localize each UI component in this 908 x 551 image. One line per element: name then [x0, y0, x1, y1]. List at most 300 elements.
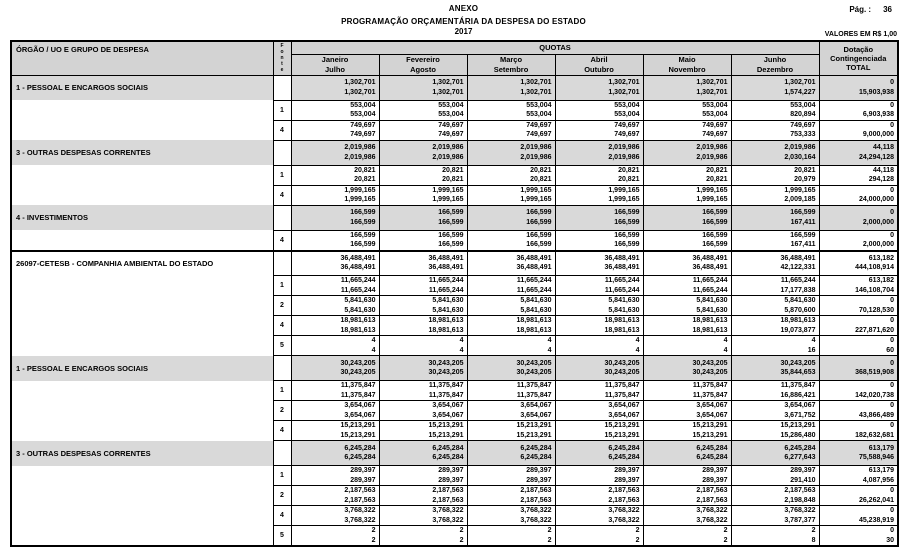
value-line: 5,841,630: [344, 297, 376, 304]
value-line: 17,177,838: [780, 286, 816, 294]
quota-cell: [643, 421, 731, 441]
fonte-cell: 1: [273, 165, 291, 185]
value-line: 5,841,630: [784, 297, 816, 304]
value-line: 30,243,205: [692, 359, 728, 367]
value-line: 2: [371, 536, 376, 544]
quota-cell: [379, 140, 467, 165]
quota-cell: [643, 296, 731, 316]
value-line: 18,981,613: [340, 317, 376, 324]
value-line: 553,004: [438, 111, 464, 118]
quota-cell: [731, 100, 819, 120]
fonte-cell: 5: [273, 336, 291, 356]
value-line: 166,599: [614, 241, 640, 248]
value-line: 749,697: [526, 131, 552, 138]
value-line: 2: [723, 536, 728, 544]
value-line: 16,886,421: [780, 391, 816, 399]
value-line: 166,599: [526, 218, 552, 226]
value-line: 0: [890, 186, 894, 194]
quota-cell: [643, 185, 731, 205]
value-line: 553,004: [614, 111, 640, 118]
month-header-line: Maio: [678, 54, 696, 64]
value-line: 368,519,908: [855, 369, 894, 376]
value-line: 4: [811, 337, 816, 344]
fonte-cell: 4: [273, 506, 291, 526]
month-header-line: Agosto: [410, 64, 436, 74]
value-line: 182,632,681: [855, 431, 894, 439]
value-line: 6,245,284: [696, 444, 728, 452]
fonte-cell: 4: [273, 230, 291, 251]
value-line: 0: [890, 317, 894, 324]
value-line: 1,999,165: [696, 196, 728, 203]
value-line: 11,375,847: [780, 382, 816, 389]
value-line: 3,654,067: [696, 411, 728, 419]
value-line: 11,665,244: [516, 286, 552, 294]
quota-cell: [379, 230, 467, 251]
quota-cell: [467, 486, 555, 506]
quota-cell: [731, 251, 819, 276]
value-line: 553,004: [526, 111, 552, 118]
value-line: 613,179: [868, 444, 894, 452]
value-line: 167,411: [790, 218, 816, 226]
value-line: 36,488,491: [604, 254, 640, 262]
dotacao-total-header: [819, 41, 898, 75]
value-line: 749,697: [702, 131, 728, 138]
fonte-cell: 2: [273, 486, 291, 506]
value-line: 2: [459, 536, 464, 544]
value-line: 6,245,284: [608, 454, 640, 461]
value-line: 2,187,563: [432, 496, 464, 504]
entity-row: [11, 251, 898, 276]
value-line: 2,009,185: [784, 196, 816, 203]
value-line: 11,375,847: [692, 391, 728, 399]
value-line: 3,768,322: [784, 507, 816, 514]
quota-cell: [379, 356, 467, 381]
value-line: 5,841,630: [608, 306, 640, 314]
value-line: 20,821: [794, 166, 816, 174]
value-line: 2,000,000: [862, 241, 894, 248]
value-line: 0: [890, 422, 894, 429]
value-line: 0: [890, 527, 894, 534]
value-line: 20,821: [354, 166, 376, 174]
value-line: 15,903,938: [858, 88, 894, 96]
value-line: 553,004: [350, 101, 376, 109]
value-line: 3,654,067: [520, 411, 552, 419]
month-header-line: Outubro: [584, 64, 614, 74]
value-line: 9,000,000: [862, 131, 894, 138]
total-cell: [819, 165, 898, 185]
value-line: 0: [890, 297, 894, 304]
month-header-line: Julho: [325, 64, 345, 74]
value-line: 2,019,986: [520, 153, 552, 161]
value-line: 1,999,165: [432, 186, 464, 194]
value-line: 5,870,600: [784, 306, 816, 314]
value-line: 1,302,701: [432, 79, 464, 86]
quota-cell: [467, 140, 555, 165]
value-line: 166,599: [526, 231, 552, 239]
value-line: 1,302,701: [608, 88, 640, 96]
quota-cell: [291, 140, 379, 165]
value-line: 2: [547, 536, 552, 544]
value-line: 1,999,165: [344, 196, 376, 203]
value-line: 2,019,986: [432, 153, 464, 161]
value-line: 11,375,847: [604, 382, 640, 389]
row-label: 26097-CETESB - COMPANHIA AMBIENTAL DO ESTADO: [11, 251, 273, 276]
value-line: 15,213,291: [516, 431, 552, 439]
quota-cell: [291, 401, 379, 421]
quota-cell: [731, 205, 819, 230]
quota-cell: [379, 401, 467, 421]
page-number-value: 36: [883, 5, 892, 14]
quota-cell: [731, 75, 819, 100]
quota-cell: [291, 336, 379, 356]
total-cell: [819, 251, 898, 276]
value-line: 2,030,164: [784, 153, 816, 161]
value-line: 1,999,165: [344, 186, 376, 194]
value-line: 36,488,491: [340, 264, 376, 272]
row-label: [11, 506, 273, 526]
value-line: 2,187,563: [696, 487, 728, 494]
value-line: 3,768,322: [520, 516, 552, 524]
fonte-cell: 4: [273, 120, 291, 140]
value-line: 2,187,563: [520, 496, 552, 504]
section-row: [11, 75, 898, 100]
value-line: 11,375,847: [428, 382, 464, 389]
value-line: 289,397: [614, 476, 640, 484]
value-line: 36,488,491: [428, 254, 464, 262]
value-line: 36,488,491: [428, 264, 464, 272]
quota-cell: [379, 421, 467, 441]
fonte-row: [11, 401, 898, 421]
month-header: [379, 54, 467, 75]
value-line: 15,213,291: [428, 422, 464, 429]
value-line: 18,981,613: [780, 317, 816, 324]
value-line: 3,768,322: [344, 516, 376, 524]
value-line: 2,019,986: [608, 144, 640, 151]
quota-cell: [731, 441, 819, 466]
value-line: 166,599: [438, 209, 464, 216]
value-line: 3,654,067: [520, 402, 552, 409]
fonte-row: [11, 185, 898, 205]
value-line: 3,768,322: [432, 507, 464, 514]
row-label: [11, 276, 273, 296]
value-line: 1,302,701: [432, 88, 464, 96]
quota-cell: [379, 165, 467, 185]
value-line: 749,697: [438, 131, 464, 138]
value-line: 20,821: [442, 166, 464, 174]
value-line: 1,999,165: [608, 196, 640, 203]
quota-cell: [643, 75, 731, 100]
value-line: 30,243,205: [604, 369, 640, 376]
quota-cell: [555, 276, 643, 296]
fonte-cell: 1: [273, 381, 291, 401]
quota-cell: [379, 100, 467, 120]
value-line: 1,302,701: [344, 88, 376, 96]
value-line: 20,821: [530, 176, 552, 183]
row-label: [11, 120, 273, 140]
fonte-cell: 4: [273, 185, 291, 205]
value-line: 18,981,613: [692, 317, 728, 324]
section-row: [11, 441, 898, 466]
value-line: 3,768,322: [696, 507, 728, 514]
value-line: 19,073,877: [780, 326, 816, 334]
value-line: 294,128: [868, 176, 894, 183]
value-line: 289,397: [350, 476, 376, 484]
quota-cell: [379, 276, 467, 296]
quota-cell: [291, 356, 379, 381]
quota-cell: [555, 75, 643, 100]
value-line: 166,599: [438, 218, 464, 226]
value-line: 36,488,491: [692, 254, 728, 262]
quota-cell: [467, 185, 555, 205]
value-line: 11,375,847: [516, 382, 552, 389]
total-cell: [819, 185, 898, 205]
quota-cell: [379, 251, 467, 276]
value-line: 60: [886, 346, 894, 354]
month-header: [291, 54, 379, 75]
value-line: 0: [890, 487, 894, 494]
value-line: 20,979: [794, 176, 816, 183]
value-line: 3,654,067: [784, 402, 816, 409]
value-line: 1,302,701: [344, 79, 376, 86]
quota-cell: [291, 421, 379, 441]
quota-cell: [379, 381, 467, 401]
quota-cell: [555, 316, 643, 336]
value-line: 0: [890, 337, 894, 344]
value-line: 289,397: [438, 467, 464, 474]
total-cell: [819, 486, 898, 506]
value-line: 30: [886, 536, 894, 544]
row-label: [11, 316, 273, 336]
value-line: 4: [459, 346, 464, 354]
quota-cell: [467, 230, 555, 251]
quota-cell: [291, 486, 379, 506]
value-line: 613,179: [868, 467, 894, 474]
value-line: 749,697: [702, 121, 728, 129]
value-line: 11,375,847: [340, 391, 376, 399]
quota-cell: [731, 316, 819, 336]
value-line: 2,187,563: [520, 487, 552, 494]
value-line: 4: [635, 346, 640, 354]
quota-cell: [555, 421, 643, 441]
value-line: 2: [811, 527, 816, 534]
value-line: 0: [890, 382, 894, 389]
value-line: 166,599: [790, 209, 816, 216]
value-line: 5,841,630: [520, 297, 552, 304]
value-line: 15,213,291: [516, 422, 552, 429]
value-line: 749,697: [614, 131, 640, 138]
fonte-row: [11, 100, 898, 120]
value-line: 11,375,847: [604, 391, 640, 399]
value-line: 166,599: [526, 241, 552, 248]
value-line: 4,087,956: [862, 476, 894, 484]
quota-cell: [291, 205, 379, 230]
value-line: 749,697: [614, 121, 640, 129]
value-line: 2,187,563: [608, 487, 640, 494]
value-line: 1,574,227: [784, 88, 816, 96]
value-line: 6,245,284: [608, 444, 640, 452]
value-line: 36,488,491: [604, 264, 640, 272]
value-line: 2,198,848: [784, 496, 816, 504]
value-line: 18,981,613: [604, 326, 640, 334]
total-cell: [819, 421, 898, 441]
value-line: 30,243,205: [428, 369, 464, 376]
quota-cell: [643, 526, 731, 547]
quota-cell: [643, 120, 731, 140]
value-line: 11,665,244: [516, 277, 552, 284]
quota-cell: [555, 140, 643, 165]
month-header-line: Fevereiro: [406, 54, 440, 64]
fonte-row: [11, 526, 898, 547]
quota-cell: [555, 401, 643, 421]
value-line: 166,599: [702, 231, 728, 239]
value-line: 2: [547, 527, 552, 534]
quota-cell: [467, 526, 555, 547]
value-line: 0: [890, 79, 894, 86]
quota-cell: [643, 316, 731, 336]
quota-cell: [379, 316, 467, 336]
quotas-header: QUOTAS: [291, 41, 819, 54]
value-line: 289,397: [438, 476, 464, 484]
fonte-row: [11, 506, 898, 526]
value-line: 289,397: [526, 467, 552, 474]
value-line: 11,665,244: [780, 277, 816, 284]
value-line: 6,277,643: [784, 454, 816, 461]
row-label: [11, 165, 273, 185]
fonte-row: [11, 230, 898, 251]
dotacao-header-line: Dotação: [843, 44, 874, 54]
value-line: 6,245,284: [432, 454, 464, 461]
quota-cell: [467, 401, 555, 421]
total-cell: [819, 205, 898, 230]
value-line: 2,019,986: [784, 144, 816, 151]
row-label: [11, 421, 273, 441]
value-line: 749,697: [526, 121, 552, 129]
value-line: 1,999,165: [608, 186, 640, 194]
row-label: 3 - OUTRAS DESPESAS CORRENTES: [11, 140, 273, 165]
total-cell: [819, 140, 898, 165]
value-line: 166,599: [702, 209, 728, 216]
quota-cell: [555, 165, 643, 185]
value-line: 1,999,165: [520, 196, 552, 203]
value-line: 30,243,205: [340, 359, 376, 367]
value-line: 18,981,613: [428, 326, 464, 334]
row-label: [11, 381, 273, 401]
value-line: 3,654,067: [696, 402, 728, 409]
fonte-cell: [273, 140, 291, 165]
value-line: 11,665,244: [692, 277, 728, 284]
quota-cell: [555, 441, 643, 466]
quota-cell: [467, 75, 555, 100]
value-line: 553,004: [526, 101, 552, 109]
value-line: 30,243,205: [428, 359, 464, 367]
quota-cell: [731, 336, 819, 356]
quota-cell: [643, 401, 731, 421]
quota-cell: [731, 296, 819, 316]
quota-cell: [379, 506, 467, 526]
value-line: 2,187,563: [344, 496, 376, 504]
quota-cell: [731, 165, 819, 185]
value-line: 18,981,613: [516, 326, 552, 334]
total-cell: [819, 336, 898, 356]
quota-cell: [643, 165, 731, 185]
section-row: [11, 356, 898, 381]
value-line: 1,999,165: [520, 186, 552, 194]
quota-cell: [467, 421, 555, 441]
quota-cell: [291, 165, 379, 185]
section-row: [11, 205, 898, 230]
value-line: 5,841,630: [432, 297, 464, 304]
value-line: 289,397: [526, 476, 552, 484]
total-cell: [819, 230, 898, 251]
fonte-row: [11, 486, 898, 506]
total-cell: [819, 466, 898, 486]
month-header-line: Janeiro: [321, 54, 349, 64]
value-line: 2,019,986: [520, 144, 552, 151]
quota-cell: [467, 120, 555, 140]
quota-cell: [379, 296, 467, 316]
quota-cell: [643, 100, 731, 120]
page-number-label: Pág. :: [849, 5, 872, 14]
value-line: 30,243,205: [340, 369, 376, 376]
value-line: 3,787,377: [784, 516, 816, 524]
quota-cell: [379, 185, 467, 205]
value-line: 11,375,847: [692, 382, 728, 389]
quota-cell: [731, 506, 819, 526]
quota-cell: [555, 506, 643, 526]
value-line: 289,397: [614, 467, 640, 474]
quota-cell: [555, 296, 643, 316]
value-line: 553,004: [614, 101, 640, 109]
value-line: 6,245,284: [344, 454, 376, 461]
value-line: 3,768,322: [608, 516, 640, 524]
quota-cell: [467, 381, 555, 401]
quota-cell: [731, 140, 819, 165]
row-label: [11, 185, 273, 205]
value-line: 4: [547, 346, 552, 354]
value-line: 289,397: [350, 467, 376, 474]
month-header-line: Março: [499, 54, 523, 64]
value-line: 289,397: [790, 467, 816, 474]
value-line: 11,665,244: [428, 277, 464, 284]
value-line: 15,213,291: [604, 422, 640, 429]
value-line: 30,243,205: [604, 359, 640, 367]
value-line: 2: [635, 527, 640, 534]
value-line: 166,599: [350, 231, 376, 239]
value-line: 291,410: [790, 476, 816, 484]
quota-cell: [555, 526, 643, 547]
anexo-label: ANEXO: [448, 4, 479, 13]
fonte-cell: 1: [273, 276, 291, 296]
quota-cell: [555, 205, 643, 230]
value-line: 70,128,530: [858, 306, 894, 314]
quota-cell: [555, 100, 643, 120]
value-line: 749,697: [438, 121, 464, 129]
value-line: 3,654,067: [608, 402, 640, 409]
quota-cell: [643, 356, 731, 381]
value-line: 44,118: [872, 166, 894, 174]
value-line: 2,000,000: [862, 218, 894, 226]
row-label: 3 - OUTRAS DESPESAS CORRENTES: [11, 441, 273, 466]
report-year: 2017: [454, 27, 473, 36]
value-line: 6,245,284: [432, 444, 464, 452]
value-line: 4: [459, 337, 464, 344]
value-line: 18,981,613: [604, 317, 640, 324]
quota-cell: [555, 336, 643, 356]
total-cell: [819, 75, 898, 100]
quota-cell: [555, 251, 643, 276]
fonte-cell: 2: [273, 401, 291, 421]
value-line: 6,245,284: [520, 444, 552, 452]
